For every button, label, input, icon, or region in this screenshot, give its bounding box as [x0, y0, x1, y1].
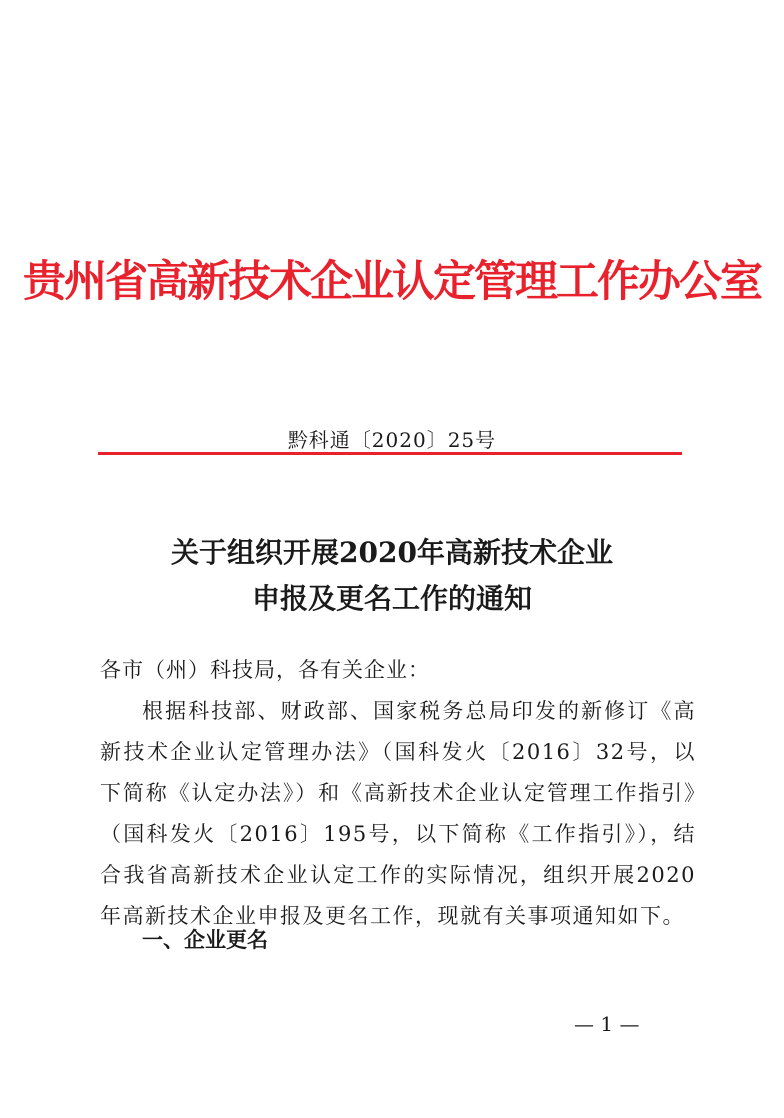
notice-body	[100, 650, 696, 937]
salutation: 各市（州）科技局，各有关企业：	[100, 658, 430, 682]
issuing-organization-title: 贵州省高新技术企业认定管理工作办公室	[23, 257, 761, 307]
page-number: — 1 —	[574, 1012, 640, 1036]
red-divider-line	[98, 452, 682, 455]
notice-title	[0, 530, 784, 622]
notice-title-line-2: 申报及更名工作的通知	[251, 582, 532, 615]
section-heading-1: 一、企业更名	[142, 928, 268, 952]
body-paragraph-1: 根据科技部、财政部、国家税务总局印发的新修订《高新技术企业认定管理办法》（国科发火〔2016〕32号，以下简称《认定办法》）和《高新技术企业认定管理工作指引》（国科发火〔2016〕195号，以下简称《工作指引》），结合我省高新技术企业认定工作的实际情况，组织开展2020年高新技术企业申报及更名工作，现就有关事项通知如下。	[100, 699, 696, 928]
notice-title-line-1: 关于组织开展2020年高新技术企业	[171, 536, 613, 569]
document-number: 黔科通〔2020〕25号	[287, 428, 497, 452]
